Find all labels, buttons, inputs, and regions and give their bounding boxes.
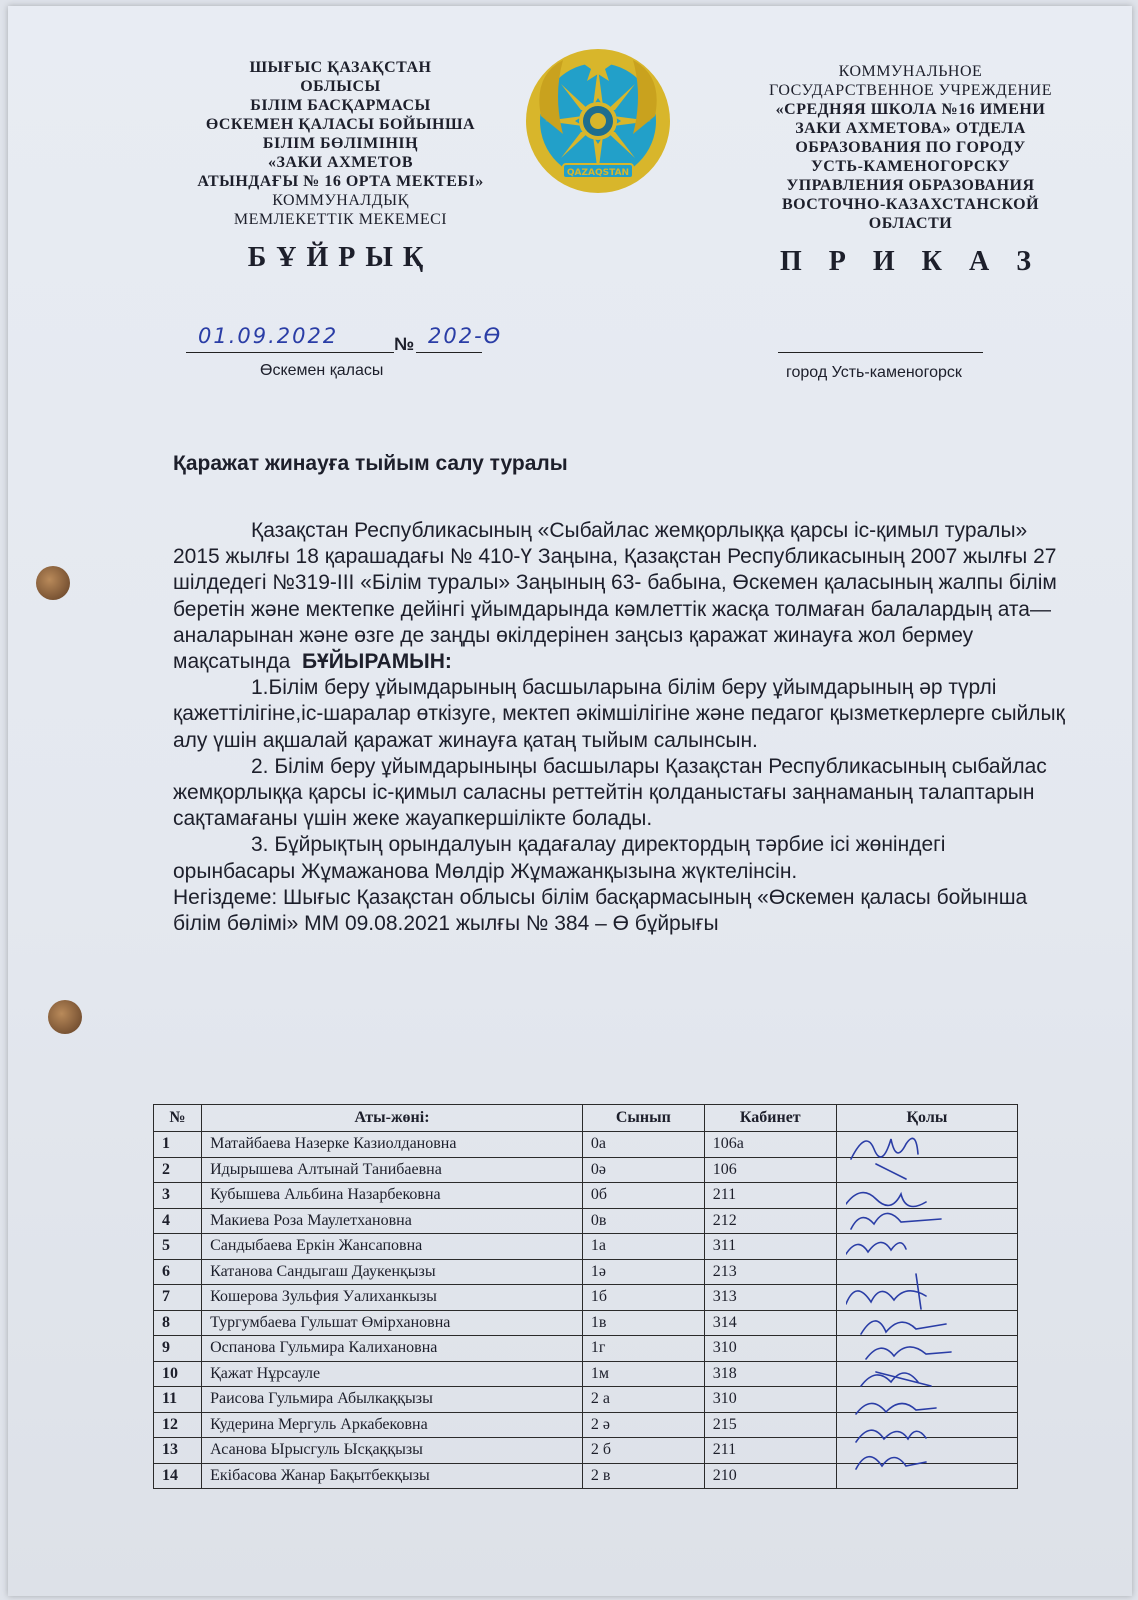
row-class: 0б (582, 1183, 704, 1209)
row-signature (836, 1412, 1017, 1438)
row-signature (836, 1183, 1017, 1209)
header-ru-normal-line: КОММУНАЛЬНОЕ (838, 63, 983, 80)
row-signature (836, 1285, 1017, 1311)
header-kz-bold-line: ШЫҒЫС ҚАЗАҚСТАН (249, 59, 432, 76)
order-body (173, 518, 1073, 937)
order-title-ru: П Р И К А З (780, 246, 1041, 277)
row-number: 1 (154, 1132, 202, 1158)
row-class: 1г (582, 1336, 704, 1362)
row-cabinet: 314 (704, 1310, 836, 1336)
row-cabinet: 211 (704, 1183, 836, 1209)
header-ru-bold-line: ВОСТОЧНО-КАЗАХСТАНСКОЙ (781, 196, 1040, 213)
row-cabinet: 310 (704, 1387, 836, 1413)
row-name: Сандыбаева Еркін Жансаповна (202, 1234, 583, 1260)
row-class: 2 а (582, 1387, 704, 1413)
header-kz-bold-lines (168, 58, 513, 191)
table-row (154, 1336, 1018, 1362)
table-header-row (154, 1105, 1018, 1132)
row-name: Кубышева Альбина Назарбековна (202, 1183, 583, 1209)
row-number: 8 (154, 1310, 202, 1336)
number-underline (416, 352, 482, 353)
item-3: 3. Бұйрықтың орындалуын қадағалау директордың тәрбие ісі жөніндегі орынбасары Жұмажанова Мөлдір Жұмажанқызына жүктелінсін. (173, 833, 946, 883)
order-title-kz: БҰЙРЫҚ (247, 242, 434, 273)
header-ru-bold-lines (743, 100, 1078, 233)
row-number: 4 (154, 1208, 202, 1234)
table-row (154, 1310, 1018, 1336)
row-cabinet: 311 (704, 1234, 836, 1260)
row-name: Идырышева Алтынай Танибаевна (202, 1157, 583, 1183)
row-class: 1ә (582, 1259, 704, 1285)
row-name: Асанова Ырысгуль Ысқаққызы (202, 1438, 583, 1464)
row-name: Макиева Роза Маулетхановна (202, 1208, 583, 1234)
row-class: 0ә (582, 1157, 704, 1183)
header-ru-bold-line: ЗАКИ АХМЕТОВА» ОТДЕЛА (795, 120, 1026, 137)
row-signature (836, 1234, 1017, 1260)
row-number: 3 (154, 1183, 202, 1209)
header-ru-normal-lines (743, 62, 1078, 100)
row-number: 11 (154, 1387, 202, 1413)
header-ru-bold-line: «СРЕДНЯЯ ШКОЛА №16 ИМЕНИ (775, 101, 1046, 118)
row-class: 2 б (582, 1438, 704, 1464)
basis-paragraph: Негіздеме: Шығыс Қазақстан облысы білім басқармасының «Өскемен қаласы бойынша білім бөлімі» ММ 09.08.2021 жылғы № 384 – Ө бұйрығы (173, 885, 1028, 936)
header-ru-bold-line: УПРАВЛЕНИЯ ОБРАЗОВАНИЯ (786, 177, 1035, 194)
row-number: 13 (154, 1438, 202, 1464)
header-kz-bold-line: АТЫНДАҒЫ № 16 ОРТА МЕКТЕБІ» (197, 173, 484, 190)
table-row (154, 1183, 1018, 1209)
row-cabinet: 215 (704, 1412, 836, 1438)
intro-text: Қазақстан Республикасының «Сыбайлас жемқорлыққа қарсы іс-қимыл туралы» 2015 жылғы 18 қарашадағы № 410-Ү Заңына, Қазақстан Республикасының 2007 жылғы 27 шілдедегі №319-ІІІ «Білім туралы» Заңының 63- бабына, Өскемен қаласының жалпы білім беретін және мектепке дейінгі ұйымдарында кәмлеттік жасқа толмаған балалардың ата—аналарынан және өзге де заңды өкілдерінен заңсыз қаражат жинауға жол бермеу мақсатында (173, 519, 1057, 674)
header-kz-bold-line: БІЛІМ БАСҚАРМАСЫ (250, 97, 431, 114)
city-kz: Өскемен қаласы (260, 362, 384, 379)
row-name: Қажат Нұрсауле (202, 1361, 583, 1387)
state-emblem-icon (523, 46, 673, 196)
row-class: 1в (582, 1310, 704, 1336)
row-signature (836, 1310, 1017, 1336)
order-word: БҰЙЫРАМЫН: (301, 650, 452, 674)
punch-hole-top (36, 566, 70, 600)
header-kz-bold-line: «ЗАКИ АХМЕТОВ (267, 154, 413, 171)
row-cabinet: 106 (704, 1157, 836, 1183)
order-number-handwritten: 202-Ө (428, 324, 503, 348)
row-class: 1а (582, 1234, 704, 1260)
col-class-header: Сынып (582, 1105, 704, 1132)
table-row (154, 1361, 1018, 1387)
row-cabinet: 106а (704, 1132, 836, 1158)
header-kz-bold-line: ОБЛЫСЫ (300, 78, 381, 95)
header-kz-bold-line: БІЛІМ БӨЛІМІНІҢ (262, 135, 419, 152)
row-number: 2 (154, 1157, 202, 1183)
col-name-header: Аты-жөні: (202, 1105, 583, 1132)
row-cabinet: 313 (704, 1285, 836, 1311)
table-row (154, 1285, 1018, 1311)
row-number: 12 (154, 1412, 202, 1438)
header-kz-normal-line: МЕМЛЕКЕТТІК МЕКЕМЕСІ (233, 211, 448, 228)
ru-date-underline (778, 352, 983, 353)
header-ru-bold-line: ОБЛАСТИ (868, 215, 953, 232)
table-row (154, 1157, 1018, 1183)
row-signature (836, 1157, 1017, 1183)
table-body (154, 1132, 1018, 1489)
table-row (154, 1438, 1018, 1464)
header-kazakh (168, 58, 513, 273)
row-cabinet: 310 (704, 1336, 836, 1362)
row-class: 0в (582, 1208, 704, 1234)
row-class: 0а (582, 1132, 704, 1158)
row-name: Катанова Сандыгаш Даукенқызы (202, 1259, 583, 1285)
staff-table (153, 1104, 1018, 1489)
header-ru-normal-line: ГОСУДАРСТВЕННОЕ УЧРЕЖДЕНИЕ (769, 82, 1052, 99)
row-name: Оспанова Гульмира Калихановна (202, 1336, 583, 1362)
row-signature (836, 1463, 1017, 1489)
punch-hole-bottom (48, 1000, 82, 1034)
item-2: 2. Білім беру ұйымдарыныңы басшылары Қазақстан Республикасының сыбайлас жемқорлыққа қарсы іс-қимыл саласны реттейтін қолданыстағы заңнаманың талаптарын сақтамағаны үшін жеке жауапкершілікте болады. (173, 754, 1047, 831)
date-underline (186, 352, 394, 353)
col-number-header: № (154, 1105, 202, 1132)
number-sign: № (394, 334, 415, 354)
header-kz-normal-line: КОММУНАЛДЫҚ (272, 192, 409, 209)
row-number: 10 (154, 1361, 202, 1387)
row-class: 2 ә (582, 1412, 704, 1438)
row-name: Тургумбаева Гульшат Өмірхановна (202, 1310, 583, 1336)
table-row (154, 1387, 1018, 1413)
header-kz-normal-lines (168, 191, 513, 229)
row-name: Матайбаева Назерке Казиолдановна (202, 1132, 583, 1158)
row-name: Раисова Гульмира Абылкаққызы (202, 1387, 583, 1413)
row-number: 9 (154, 1336, 202, 1362)
row-class: 1б (582, 1285, 704, 1311)
row-cabinet: 213 (704, 1259, 836, 1285)
header-ru-bold-line: ОБРАЗОВАНИЯ ПО ГОРОДУ (795, 139, 1026, 156)
row-cabinet: 212 (704, 1208, 836, 1234)
col-cabinet-header: Кабинет (704, 1105, 836, 1132)
row-name: Екібасова Жанар Бақытбекқызы (202, 1463, 583, 1489)
order-date-handwritten: 01.09.2022 (198, 324, 339, 348)
row-cabinet: 318 (704, 1361, 836, 1387)
row-class: 1м (582, 1361, 704, 1387)
row-signature (836, 1132, 1017, 1158)
row-cabinet: 210 (704, 1463, 836, 1489)
row-number: 14 (154, 1463, 202, 1489)
table-row (154, 1208, 1018, 1234)
row-number: 6 (154, 1259, 202, 1285)
order-subject: Қаражат жинауға тыйым салу туралы (173, 452, 568, 475)
table-row (154, 1412, 1018, 1438)
row-signature (836, 1361, 1017, 1387)
intro-paragraph (173, 518, 1073, 675)
row-signature (836, 1438, 1017, 1464)
row-signature (836, 1259, 1017, 1285)
row-class: 2 в (582, 1463, 704, 1489)
row-name: Кудерина Мергуль Аркабековна (202, 1412, 583, 1438)
document-page (8, 6, 1132, 1596)
item-1: 1.Білім беру ұйымдарының басшыларына білім беру ұйымдарының әр түрлі қажеттілігіне,іс-шаралар өткізуге, мектеп әкімшілігіне және педагог қызметкерлерге сыйлық алу үшін ақшалай қаражат жинауға қатаң тыйым салынсын. (173, 676, 1065, 752)
row-cabinet: 211 (704, 1438, 836, 1464)
header-russian (743, 62, 1078, 277)
row-signature (836, 1387, 1017, 1413)
row-name: Кошерова Зульфия Уалиханкызы (202, 1285, 583, 1311)
table-row (154, 1132, 1018, 1158)
row-signature (836, 1208, 1017, 1234)
header-ru-bold-line: УСТЬ-КАМЕНОГОРСКУ (811, 158, 1010, 175)
table-row (154, 1259, 1018, 1285)
row-signature (836, 1336, 1017, 1362)
city-ru: город Усть-каменогорск (786, 364, 962, 381)
col-signature-header: Қолы (836, 1105, 1017, 1132)
header-kz-bold-line: ӨСКЕМЕН ҚАЛАСЫ БОЙЫНША (205, 116, 476, 133)
row-number: 7 (154, 1285, 202, 1311)
table-row (154, 1463, 1018, 1489)
row-number: 5 (154, 1234, 202, 1260)
emblem-text: QAZAQSTAN (566, 168, 630, 178)
table-row (154, 1234, 1018, 1260)
